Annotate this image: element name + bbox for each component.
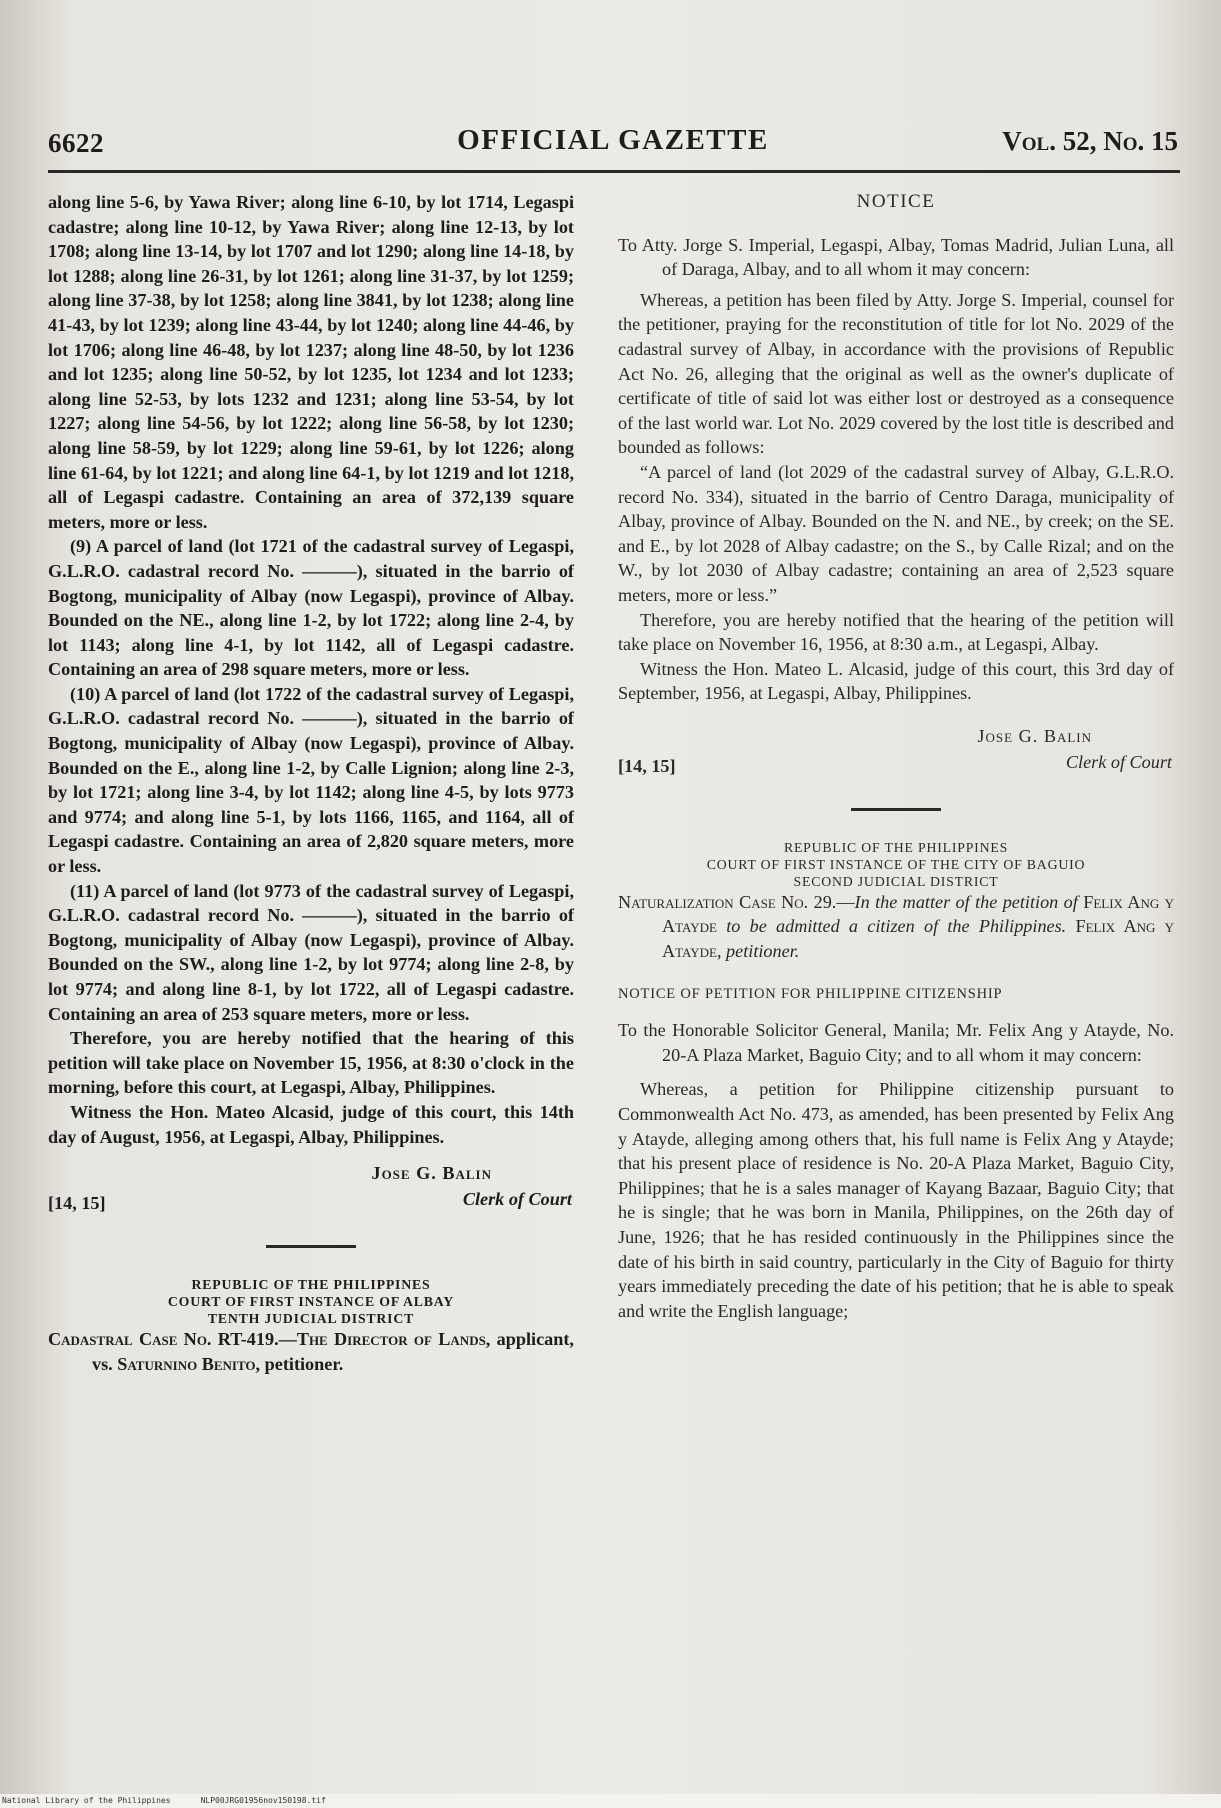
court-heading-line: SECOND JUDICIAL DISTRICT (793, 873, 999, 889)
paragraph: (9) A parcel of land (lot 1721 of the cadastral survey of Legaspi, G.L.R.O. cadastral record No. ———), situated in the barrio of Bogtong, municipality of Albay (now Legaspi), province of Albay. Bounded on the NE., along line 1-2, by lot 1722; along line 2-4, by lot 1143; along line 4-1, by lot 1142, all of Legaspi cadastre. Containing an area of 298 square meters, more or less. (48, 536, 574, 680)
case-text: petitioner. (721, 941, 800, 962)
case-text: petitioner. (260, 1353, 344, 1374)
notice-title: NOTICE (856, 191, 936, 212)
petition-notice-heading: NOTICE OF PETITION FOR PHILIPPINE CITIZENSHIP (618, 985, 1003, 1002)
paragraph: (11) A parcel of land (lot 9773 of the cadastral survey of Legaspi, G.L.R.O. cadastral record No. ———), situated in the barrio of Bogtong, municipality of Albay (now Legaspi), province of Albay. Bounded on the SW., along line 1-2, by lot 9774; along line 2-8, by lot 9774; and along line 8-1, by lot 1722, all of Legaspi cadastre. Containing an area of 253 square meters, more or less. (48, 880, 574, 1024)
signatory-name: Jose G. Balin (371, 1163, 492, 1184)
court-heading-line: REPUBLIC OF THE PHILIPPINES (783, 839, 1009, 855)
paragraph: Therefore, you are hereby notified that the hearing of this petition will take place on November 15, 1956, at 8:30 o'clock in the morning, before this court, at Legaspi, Albay, Philippines. (48, 1028, 574, 1098)
right-column (618, 190, 1174, 1323)
case-party: Felix Ang y Atayde, (662, 916, 1174, 962)
paragraph: Witness the Hon. Mateo Alcasid, judge of this court, this 14th day of August, 1956, at Legaspi, Albay, Philippines. (48, 1101, 574, 1147)
paragraph: “A parcel of land (lot 2029 of the cadastral survey of Albay, G.L.R.O. record No. 334), situated in the barrio of Centro Daraga, municipality of Albay, province of Albay. Bounded on the N. and NE., by creek; on the SE. and E., by lot 2028 of Albay cadastre; on the S., by Calle Rizal; and on the W., by lot 2030 of Albay cadastre; containing an area of 2,523 square meters, more or less.” (618, 461, 1174, 605)
volume-number: Vol. 52, No. 15 (1002, 126, 1178, 156)
case-label: Cadastral Case No. RT-419.—The Director of Lands, (48, 1329, 491, 1350)
paragraph: Whereas, a petition has been filed by Atty. Jorge S. Imperial, counsel for the petitioner, praying for the reconstitution of title for lot No. 2029 of the cadastral survey of Albay, in accordance with the provisions of Republic Act No. 26, alleging that the original as well as the owner's duplicate of certificate of title of said lot was either lost or destroyed as a consequence of the last world war. Lot No. 2029 covered by the lost title is described and bounded as follows: (618, 289, 1174, 458)
court-heading-line: TENTH JUDICIAL DISTRICT (207, 1311, 415, 1327)
addressee: To Atty. Jorge S. Imperial, Legaspi, Albay, Tomas Madrid, Julian Luna, all of Daraga, Albay, and to all whom it may concern: (618, 234, 1174, 280)
header-rule (48, 170, 1180, 173)
case-title (48, 1327, 574, 1376)
file-name: NLP00JRG01956nov150198.tif (200, 1796, 326, 1805)
publication-title: OFFICIAL GAZETTE (457, 124, 769, 156)
case-text: applicant, vs. (92, 1329, 574, 1374)
paragraph: Witness the Hon. Mateo L. Alcasid, judge of this court, this 3rd day of September, 1956, at Legaspi, Albay, Philippines. (618, 658, 1174, 704)
paragraph: Therefore, you are hereby notified that the hearing of the petition will take place on November 16, 1956, at 8:30 a.m., at Legaspi, Albay. (618, 609, 1174, 655)
paragraph: Whereas, a petition for Philippine citizenship pursuant to Commonwealth Act No. 473, as amended, has been presented by Felix Ang y Atayde, alleging among others that, his full name is Felix Ang y Atayde; that his present place of residence is No. 20-A Plaza Market, Baguio City, Philippines; that he is a sales manager of Kayang Bazaar, Baguio City; that he is single; that he was born in Manila, Philippines, on the 26th day of June, 1926; that he has resided continuously in the Philippines since the date of his birth in said country, particularly in the City of Baguio for thirty years immediately preceding the date of his petition; that he is able to speak and write the English language; (618, 1079, 1174, 1321)
court-heading-line: REPUBLIC OF THE PHILIPPINES (191, 1277, 431, 1293)
signature-block (618, 724, 1174, 782)
case-text: to be admitted a citizen of the Philippines. (716, 916, 1076, 937)
signatory-title: Clerk of Court (1065, 751, 1172, 772)
case-text: In the matter of the petition of (854, 891, 1084, 912)
signature-block (48, 1161, 574, 1219)
page-header (48, 122, 1178, 166)
left-column (48, 190, 574, 1376)
page-number: 6622 (48, 128, 104, 158)
court-heading (618, 839, 1174, 890)
addressee: To the Honorable Solicitor General, Manila; Mr. Felix Ang y Atayde, No. 20-A Plaza Market, Baguio City; and to all whom it may concern: (618, 1020, 1174, 1065)
paragraph: along line 5-6, by Yawa River; along line 6-10, by lot 1714, Legaspi cadastre; along line 10-12, by Yawa River; along line 12-13, by lot 1708; along line 13-14, by lot 1707 and lot 1290; along line 14-18, by lot 1288; along line 26-31, by lot 1261; along line 31-37, by lot 1259; along line 37-38, by lot 1258; along line 3841, by lot 1238; along line 41-43, by lot 1239; along line 43-44, by lot 1240; along line 44-46, by lot 1706; along line 46-48, by lot 1237; along line 48-50, by lot 1236 and lot 1235; along line 50-52, by lot 1235, lot 1234 and lot 1233; along line 52-53, by lots 1232 and 1231; along line 53-54, by lot 1227; along line 54-56, by lot 1222; along line 56-58, by lot 1230; along line 58-59, by lot 1229; along line 59-61, by lot 1226; along line 61-64, by lot 1221; and along line 64-1, by lot 1219 and lot 1218, all of Legaspi cadastre. Containing an area of 372,139 square meters, more or less. (48, 192, 574, 532)
court-heading (48, 1276, 574, 1327)
signatory-title: Clerk of Court (462, 1189, 572, 1210)
paragraph: (10) A parcel of land (lot 1722 of the cadastral survey of Legaspi, G.L.R.O. cadastral record No. ———), situated in the barrio of Bogtong, municipality of Albay (now Legaspi), province of Albay. Bounded on the E., along line 1-2, by Calle Lignion; along line 2-3, by lot 1721; along line 3-4, by lot 1142; along line 4-5, by lots 9773 and 9774; and along line 5-1, by lots 1166, 1165, and 1164, all of Legaspi cadastre. Containing an area of 2,820 square meters, more or less. (48, 683, 574, 877)
issue-reference: [14, 15] (48, 1193, 106, 1214)
case-party: Saturnino Benito, (117, 1353, 261, 1374)
issue-reference: [14, 15] (618, 755, 676, 776)
case-party: Felix Ang y Atayde (662, 891, 1174, 937)
signatory-name: Jose G. Balin (977, 725, 1092, 746)
case-title (618, 890, 1174, 964)
court-heading-line: COURT OF FIRST INSTANCE OF THE CITY OF BAGUIO (706, 856, 1086, 872)
case-label: Naturalization Case No. 29.— (618, 891, 855, 912)
scan-footer (0, 1794, 1221, 1808)
section-divider (266, 1245, 356, 1248)
library-credit: National Library of the Philippines (2, 1796, 171, 1805)
section-divider (851, 808, 941, 811)
court-heading-line: COURT OF FIRST INSTANCE OF ALBAY (167, 1294, 455, 1310)
